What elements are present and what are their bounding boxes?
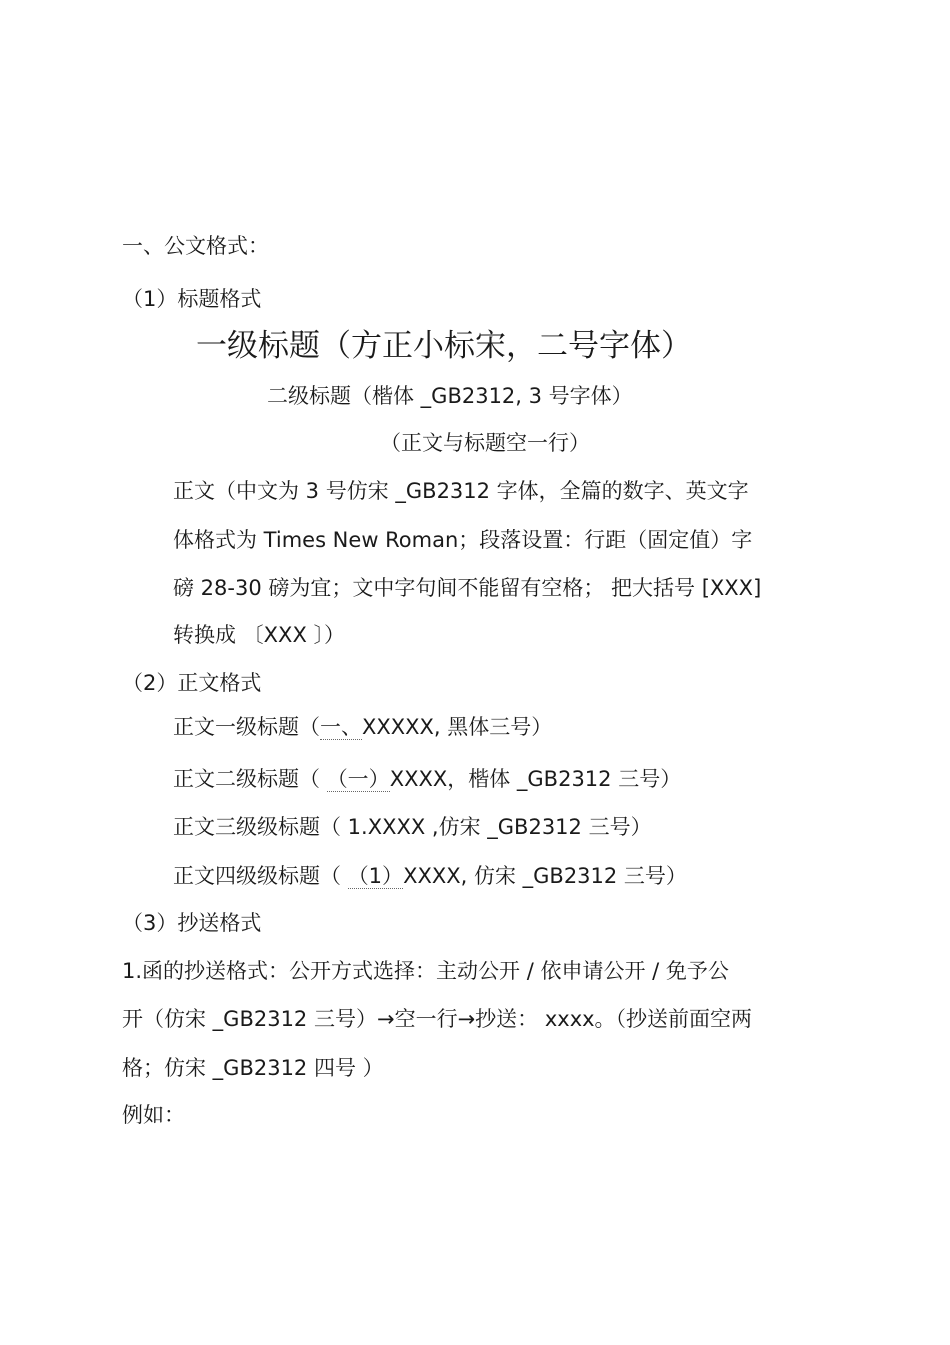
blank-line-note: （正文与标题空一行） <box>380 431 590 455</box>
heading-1: 一、公文格式： <box>122 234 269 258</box>
format-level-4-prefix: 正文四级级标题（ <box>173 864 348 888</box>
body-paragraph-line-2: 体格式为 Times New Roman；段落设置：行距（固定值）字 <box>173 528 753 552</box>
format-level-4-marker: （1） <box>347 864 404 888</box>
format-level-4 <box>173 862 687 890</box>
title-level-2-example: 二级标题（楷体 _GB2312, 3 号字体） <box>267 384 633 408</box>
cc-format-line-3: 格；仿宋 _GB2312 四号 ） <box>122 1056 384 1080</box>
section-3-heading: （3）抄送格式 <box>122 911 262 935</box>
title-level-1-example: 一级标题（方正小标宋，二号字体） <box>196 328 692 364</box>
format-level-1 <box>173 713 552 741</box>
format-level-2 <box>173 765 681 793</box>
format-level-2-marker: （一） <box>326 767 390 791</box>
cc-format-line-2: 开（仿宋 _GB2312 三号）→空一行→抄送： xxxx。（抄送前面空两 <box>122 1007 753 1031</box>
body-paragraph-line-3: 磅 28-30 磅为宜；文中字句间不能留有空格； 把大括号 [XXX] <box>173 576 762 600</box>
format-level-4-rest: XXXX, 仿宋 _GB2312 三号） <box>403 864 687 888</box>
format-level-2-prefix: 正文二级标题（ <box>173 767 327 791</box>
example-label: 例如： <box>122 1103 185 1127</box>
format-level-1-marker: 一、 <box>320 715 362 739</box>
format-level-1-rest: XXXXX, 黑体三号） <box>362 715 553 739</box>
format-level-1-prefix: 正文一级标题（ <box>173 715 320 739</box>
format-level-3: 正文三级级标题（ 1.XXXX ,仿宋 _GB2312 三号） <box>173 815 652 839</box>
cc-format-line-1: 1.函的抄送格式：公开方式选择：主动公开 / 依申请公开 / 免予公 <box>122 959 729 983</box>
section-2-heading: （2）正文格式 <box>122 671 262 695</box>
section-1-heading: （1）标题格式 <box>122 287 262 311</box>
body-paragraph-line-4: 转换成 〔XXX 〕） <box>173 623 346 647</box>
format-level-2-rest: XXXX，楷体 _GB2312 三号） <box>389 767 682 791</box>
body-paragraph-line-1: 正文（中文为 3 号仿宋 _GB2312 字体，全篇的数字、英文字 <box>173 479 749 503</box>
